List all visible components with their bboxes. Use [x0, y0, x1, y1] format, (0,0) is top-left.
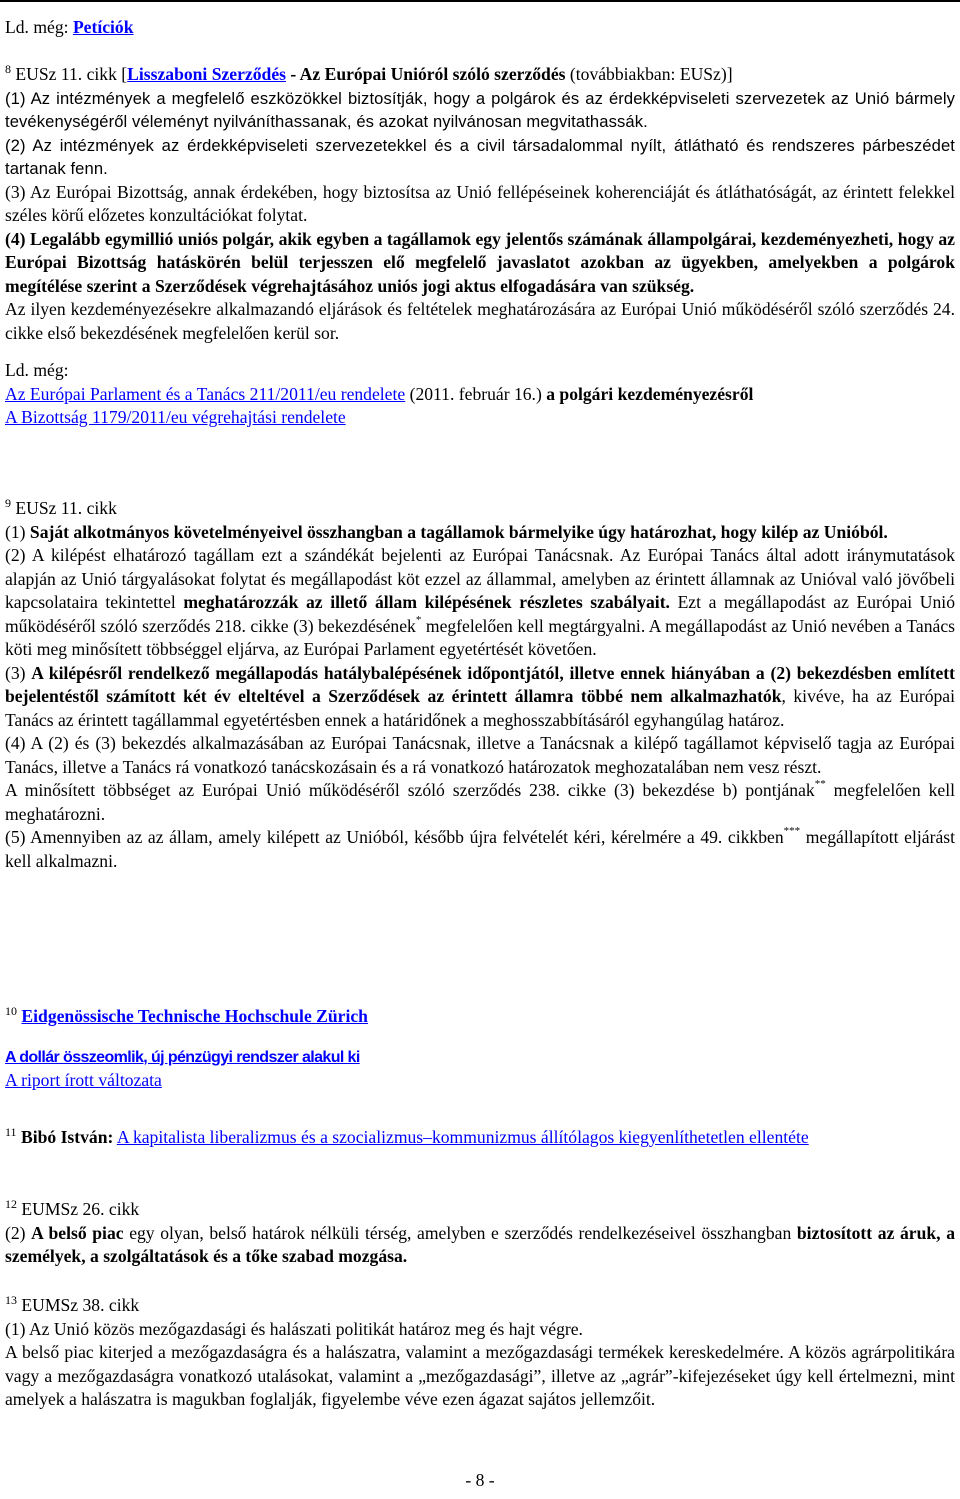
- para-bold: biztosított az áruk, a személyek, a szolgáltatások és a tőke szabad mozgása.: [5, 1222, 956, 1266]
- para-text: Ezt a megállapodást az Európai Unió működéséről szóló szerződés 218. cikke (3) bekezdésének: [5, 592, 955, 636]
- footnote-10: [5, 1005, 955, 1093]
- regulation-topic: a polgári kezdeményezésről: [546, 383, 754, 404]
- see-also-label: Ld. még:: [5, 360, 69, 380]
- para-text: megállapított eljárást kell alkalmazni.: [5, 827, 955, 871]
- regulation-1179-link[interactable]: A Bizottság 1179/2011/eu végrehajtási rendelete: [5, 407, 346, 427]
- paragraph-1: [5, 521, 955, 545]
- regulation-date: (2011. február 16.): [405, 383, 547, 404]
- bibo-essay-link[interactable]: A kapitalista liberalizmus és a szocializmus–kommunizmus állítólagos kiegyenlíthetetlen ellentéte: [116, 1127, 809, 1147]
- top-rule: [0, 0, 960, 2]
- footnote-13-heading: [5, 1294, 955, 1318]
- see-also-line-1: [5, 383, 955, 407]
- footnote-8-heading: [5, 63, 955, 87]
- paragraph-2: (2) Az intézmények az érdekképviseleti szervezetekkel és a civil társadalommal nyílt, átlátható és rendszeres párbeszédet tartanak fenn.: [5, 135, 955, 178]
- paragraph-3: [5, 662, 955, 733]
- paragraph-2: [5, 544, 955, 662]
- para-bold: A kilépésről rendelkező megállapodás hatálybalépésének időpontjától, illetve ennek hiányában a (2) bekezdésben említett bejelentéstől számított két év elteltével a Szerződések az érintett államra többé nem alkalmazhatók: [5, 662, 955, 706]
- para-text: megfelelően kell megtárgyalni. A megállapodást az Unió nevében a Tanács köti meg minősített többséggel eljárva, az Európai Parlament egyetértését követően.: [5, 615, 955, 659]
- page-number: - 8 -: [465, 1470, 495, 1490]
- footnote-number: 12: [5, 1197, 17, 1212]
- eth-zurich-link[interactable]: Eidgenössische Technische Hochschule Zürich: [21, 1006, 368, 1026]
- heading-post-text: (továbbiakban: EUSz)]: [565, 64, 733, 84]
- paragraph-1: [5, 1222, 955, 1269]
- see-also-prefix: Ld. még:: [5, 17, 69, 37]
- heading-text: EUSz 11. cikk [: [15, 64, 128, 84]
- asterisk-note: ***: [783, 825, 801, 838]
- footnote-9: [5, 497, 955, 873]
- para-bold: A belső piac: [31, 1222, 124, 1243]
- para-text: megfelelően kell meghatározni.: [5, 780, 955, 824]
- regulation-211-link[interactable]: Az Európai Parlament és a Tanács 211/2011/eu rendelete: [5, 383, 406, 404]
- footnote-number: 11: [5, 1125, 17, 1140]
- para-num: (3): [5, 662, 32, 683]
- footnote-11-line: [5, 1126, 955, 1150]
- paragraph-3: (3) Az Európai Bizottság, annak érdekében, hogy biztosítsa az Unió fellépéseinek koherenciáját és átláthatóságát, az érintett felekkel széles körű előzetes konzultációkat folytat.: [5, 181, 955, 225]
- heading-text: EUMSz 38. cikk: [21, 1295, 140, 1315]
- asterisk-note: *: [415, 613, 422, 626]
- footnote-number: 13: [5, 1293, 17, 1308]
- para-text: , kivéve, ha az Európai Tanács az érintett tagállammal egyetértésben ennek a határidőnek a meghosszabbításáról egyhangúlag határoz.: [5, 686, 955, 730]
- author-name: Bibó István:: [20, 1127, 114, 1147]
- paragraph-2: A belső piac kiterjed a mezőgazdaságra és a halászatra, valamint a mezőgazdasági termékek kereskedelmére. A közös agrárpolitikára vagy a mezőgazdaságra vonatkozó utalásokat, valamint a „mezőgazdasági”, illetve az „agrár”-kifejezéseket úgy kell értelmezni, mint amelyek a halászatra is magukban foglalják, figyelembe véve ezen ágazat sajátos jellemzőit.: [5, 1342, 955, 1409]
- paragraph-1: (1) Az intézmények a megfelelő eszközökkel biztosítják, hogy a polgárok és az érdekképviseleti szervezetek az Unió bármely tevékenységéről véleményt nyilváníthassanak, és azokat nyilvánosan megvitathassák.: [5, 88, 955, 131]
- para-bold: Saját alkotmányos követelményeivel összhangban a tagállamok bármelyike úgy határozhat, hogy kilép az Unióból.: [29, 521, 888, 542]
- footnote-number: 8: [5, 62, 11, 77]
- paragraph-4: (4) A (2) és (3) bekezdés alkalmazásában az Európai Tanácsnak, illetve a Tanácsnak a kilépő tagállamot képviselő tagja az Európai Tanács, illetve a Tanács rá vonatkozó tanácskozásain és a rá vonatkozó határozatok meghozatalában nem vesz részt.: [5, 733, 955, 777]
- para-num: (2): [5, 1222, 32, 1243]
- heading-text: EUSz 11. cikk: [15, 498, 117, 518]
- footnote-9-heading: [5, 497, 955, 521]
- dollar-title-line: [5, 1045, 955, 1070]
- dollar-collapse-link[interactable]: A dollár összeomlik, új pénzügyi rendszer alakul ki: [5, 1048, 360, 1066]
- report-line: [5, 1069, 955, 1093]
- para-text: A minősített többséget az Európai Unió működéséről szóló szerződés 238. cikke (3) bekezdése b) pontjának: [5, 780, 815, 800]
- lisbon-treaty-link[interactable]: Lisszaboni Szerződés: [127, 64, 286, 84]
- para-num: (1): [5, 521, 30, 542]
- see-also-line-2: [5, 406, 955, 430]
- footnote-12: [5, 1198, 955, 1269]
- para-text: egy olyan, belső határok nélküli térség, amelyben e szerződés rendelkezéseivel összhangban: [123, 1222, 797, 1243]
- paragraph-6: [5, 826, 955, 873]
- footnote-11: [5, 1126, 955, 1150]
- paragraph-5: Az ilyen kezdeményezésekre alkalmazandó eljárások és feltételek meghatározására az Európai Unió működéséről szóló szerződés 24. cikke első bekezdésének megfelelően kerül sor.: [5, 299, 955, 343]
- footnote-10-line: [5, 1005, 955, 1029]
- written-report-link[interactable]: A riport írott változata: [5, 1070, 162, 1090]
- para-bold: meghatározzák az illető állam kilépésének részletes szabályait.: [183, 592, 670, 612]
- footnote-number: 10: [5, 1004, 17, 1019]
- footnote-number: 9: [5, 496, 11, 511]
- see-also-top: [5, 16, 955, 40]
- footnote-13: [5, 1294, 955, 1412]
- asterisk-note: **: [814, 778, 826, 791]
- paragraph-1: (1) Az Unió közös mezőgazdasági és halászati politikát határoz meg és hajt végre.: [5, 1318, 583, 1339]
- petitions-link[interactable]: Petíciók: [72, 17, 134, 37]
- heading-text: EUMSz 26. cikk: [21, 1199, 140, 1219]
- paragraph-5: [5, 779, 955, 826]
- footnote-12-heading: [5, 1198, 955, 1222]
- para-text: (5) Amennyiben az az állam, amely kilépett az Unióból, később újra felvételét kéri, kérelmére a 49. cikkben: [5, 827, 784, 847]
- paragraph-4: (4) Legalább egymillió uniós polgár, akik egyben a tagállamok egy jelentős számának állampolgárai, kezdeményezheti, hogy az Európai Bizottság hatáskörén belül terjesszen elő megfelelő javaslatot azokban az ügyekben, amelyekben a polgárok megítélése szerint a Szerződések végrehajtásához uniós jogi aktus elfogadására van szükség.: [5, 228, 955, 296]
- heading-bold-text: - Az Európai Unióról szóló szerződés: [285, 64, 566, 84]
- para-text: (2) A kilépést elhatározó tagállam ezt a szándékát bejelenti az Európai Tanácsnak. Az Európai Tanács által adott iránymutatások alapján az Unió tárgyalásokat folytat és megállapodást köt ezzel az állammal, amelyben az érintett államnak az Unióval való jövőbeli kapcsolataira tekintettel: [5, 545, 955, 612]
- footnote-8: [5, 63, 955, 430]
